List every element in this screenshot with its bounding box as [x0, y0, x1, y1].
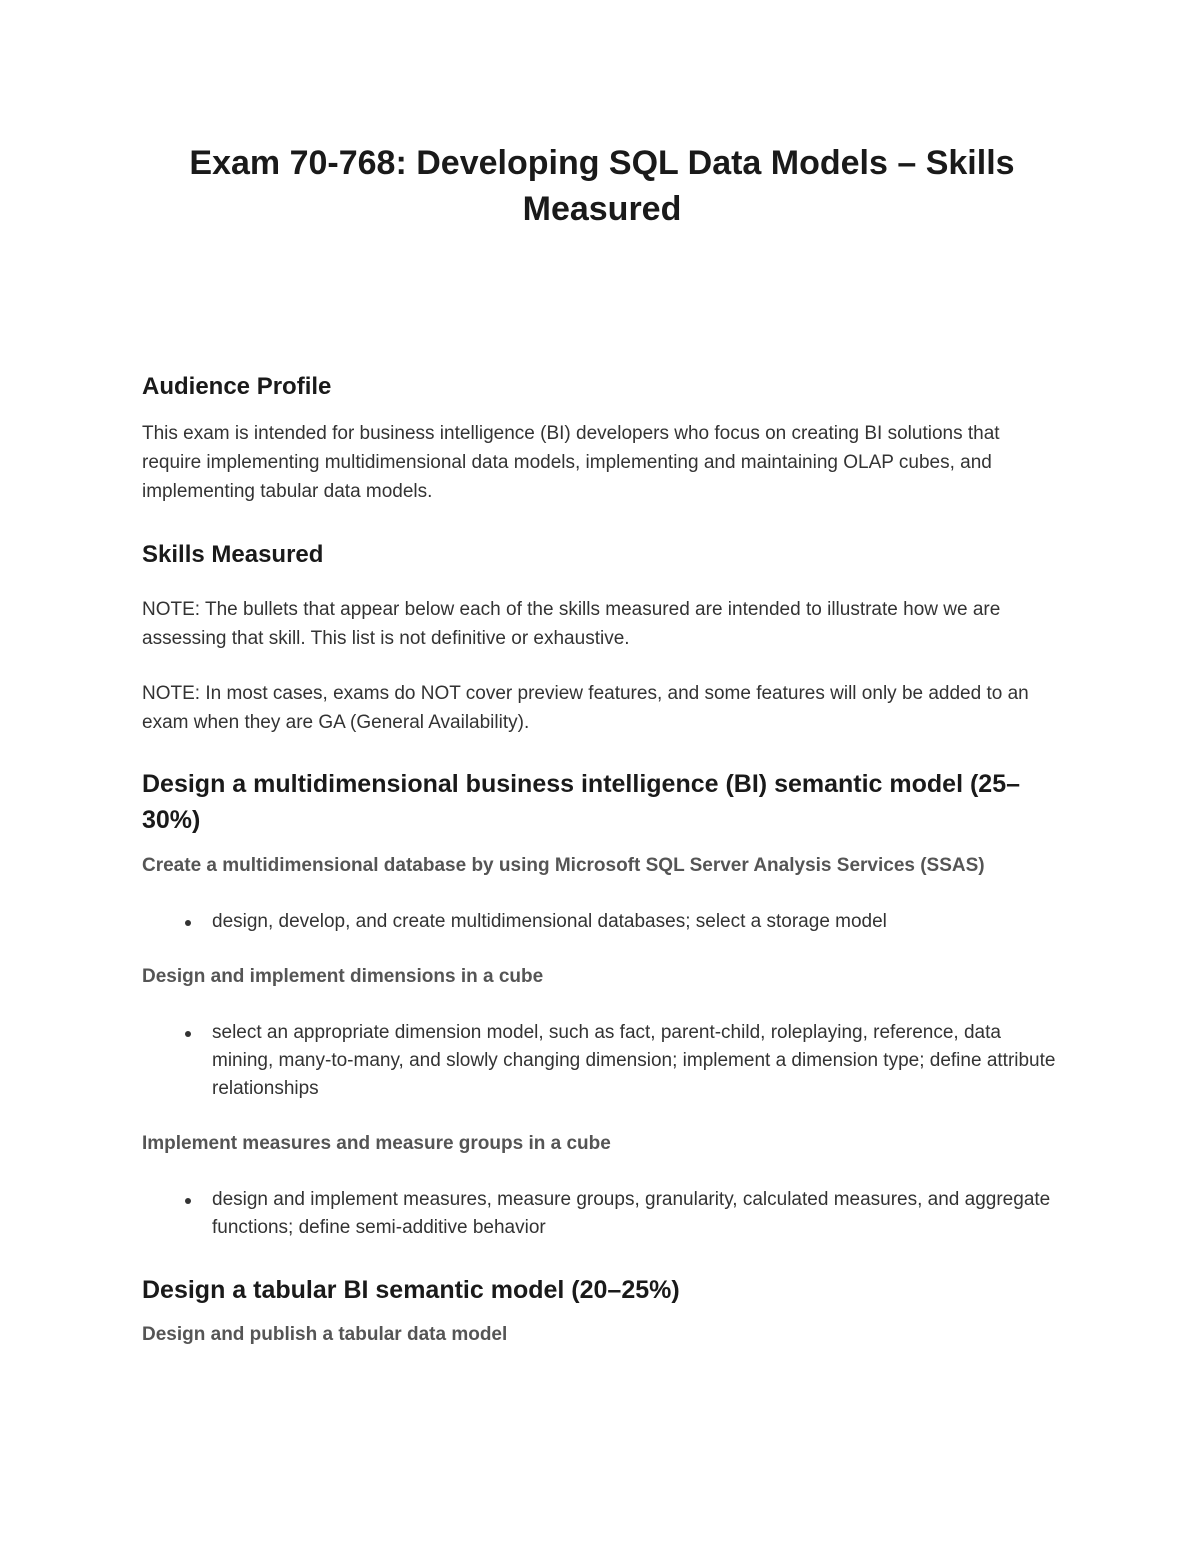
- bullet-dot-icon: [185, 1198, 191, 1204]
- subsection-heading-tabular-model: Design and publish a tabular data model: [142, 1324, 508, 1345]
- section-heading-tabular: Design a tabular BI semantic model (20–25%): [142, 1276, 680, 1304]
- bullet-item: [212, 908, 1062, 936]
- subsection-heading-create-database: Create a multidimensional database by using Microsoft SQL Server Analysis Services (SSAS): [142, 855, 985, 876]
- audience-profile-heading: Audience Profile: [142, 373, 332, 400]
- section-heading-multidimensional: Design a multidimensional business intelligence (BI) semantic model (25–30%): [142, 770, 1021, 834]
- bullet-list: [142, 908, 1062, 936]
- subsection-heading-dimensions: Design and implement dimensions in a cube: [142, 966, 544, 987]
- bullet-item: [212, 1186, 1062, 1242]
- skills-note-1: NOTE: The bullets that appear below each of the skills measured are intended to illustrate how we are assessing that skill. This list is not definitive or exhaustive.: [142, 599, 1001, 649]
- document-content: [142, 140, 1062, 1349]
- bullet-list: [142, 1186, 1062, 1242]
- audience-profile-text: This exam is intended for business intelligence (BI) developers who focus on creating BI solutions that require implementing multidimensional data models, implementing and maintaining OLAP cubes, and implementing tabular data models.: [142, 423, 1000, 502]
- bullet-dot-icon: [185, 920, 191, 926]
- bullet-text: design and implement measures, measure groups, granularity, calculated measures, and aggregate functions; define semi-additive behavior: [212, 1189, 1051, 1238]
- subsection-heading-measures: Implement measures and measure groups in a cube: [142, 1133, 611, 1154]
- bullet-list: [142, 1019, 1062, 1103]
- skills-note-2: NOTE: In most cases, exams do NOT cover preview features, and some features will only be added to an exam when they are GA (General Availability).: [142, 683, 1029, 733]
- document-title: Exam 70-768: Developing SQL Data Models – Skills Measured: [189, 144, 1015, 228]
- bullet-dot-icon: [185, 1031, 191, 1037]
- bullet-text: design, develop, and create multidimensional databases; select a storage model: [212, 911, 887, 932]
- bullet-item: [212, 1019, 1062, 1103]
- bullet-text: select an appropriate dimension model, such as fact, parent-child, roleplaying, reference, data mining, many-to-many, and slowly changing dimension; implement a dimension type; define attribute relationships: [212, 1022, 1056, 1099]
- skills-measured-heading: Skills Measured: [142, 541, 324, 568]
